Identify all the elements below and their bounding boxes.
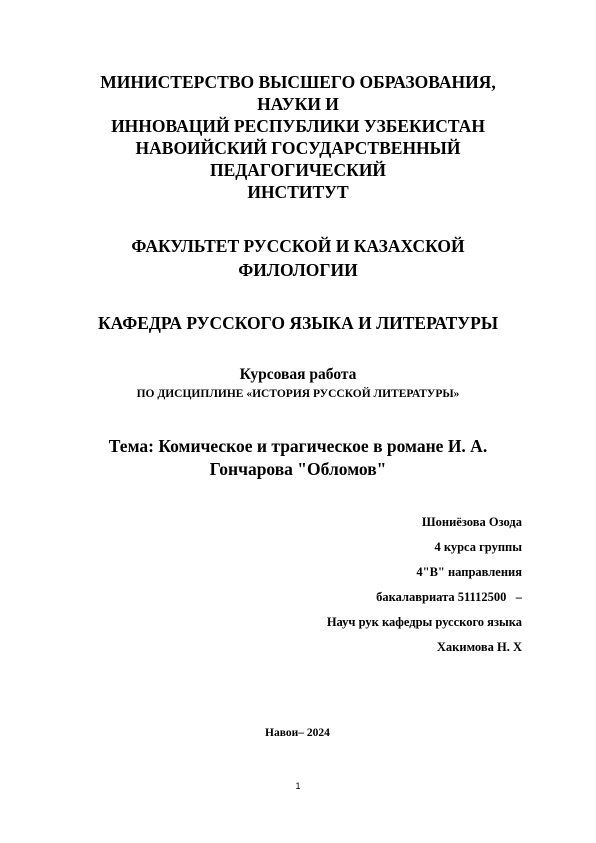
author-line: Хакимова Н. Х	[436, 640, 522, 654]
department-heading: КАФЕДРА РУССКОГО ЯЗЫКА И ЛИТЕРАТУРЫ	[97, 313, 499, 333]
city-year: Навои– 2024	[265, 727, 330, 739]
topic-line: Тема: Комическое и трагическое в романе И. А.	[108, 436, 488, 456]
author-line: Науч рук кафедры русского языка	[326, 615, 522, 629]
ministry-header	[0, 71, 596, 203]
ministry-line: ПЕДАГОГИЧЕСКИЙ	[209, 160, 387, 180]
author-line: 4"В" направления	[416, 565, 522, 579]
discipline: ПО ДИСЦИПЛИНЕ «ИСТОРИЯ РУССКОЙ ЛИТЕРАТУРЫ»	[136, 388, 460, 400]
author-line: бакалавриата 51112500 –	[376, 590, 522, 604]
ministry-line: МИНИСТЕРСТВО ВЫСШЕГО ОБРАЗОВАНИЯ,	[100, 72, 496, 92]
ministry-line: НАВОИЙСКИЙ ГОСУДАРСТВЕННЫЙ	[135, 138, 461, 158]
author-line: 4 курса группы	[434, 540, 522, 554]
author-info	[327, 510, 522, 660]
faculty-line: ФИЛОЛОГИИ	[238, 260, 358, 280]
ministry-line: ИНСТИТУТ	[247, 182, 349, 202]
page-number: 1	[295, 781, 301, 791]
topic	[0, 435, 596, 481]
topic-line: Гончарова "Обломов"	[209, 459, 387, 479]
ministry-line: НАУКИ И	[257, 94, 339, 114]
ministry-line: ИННОВАЦИЙ РЕСПУБЛИКИ УЗБЕКИСТАН	[111, 116, 485, 136]
work-type: Курсовая работа	[239, 366, 357, 383]
author-line: Шониёзова Озода	[421, 515, 522, 529]
faculty-line: ФАКУЛЬТЕТ РУССКОЙ И КАЗАХСКОЙ	[131, 236, 465, 256]
faculty-heading	[0, 234, 596, 282]
